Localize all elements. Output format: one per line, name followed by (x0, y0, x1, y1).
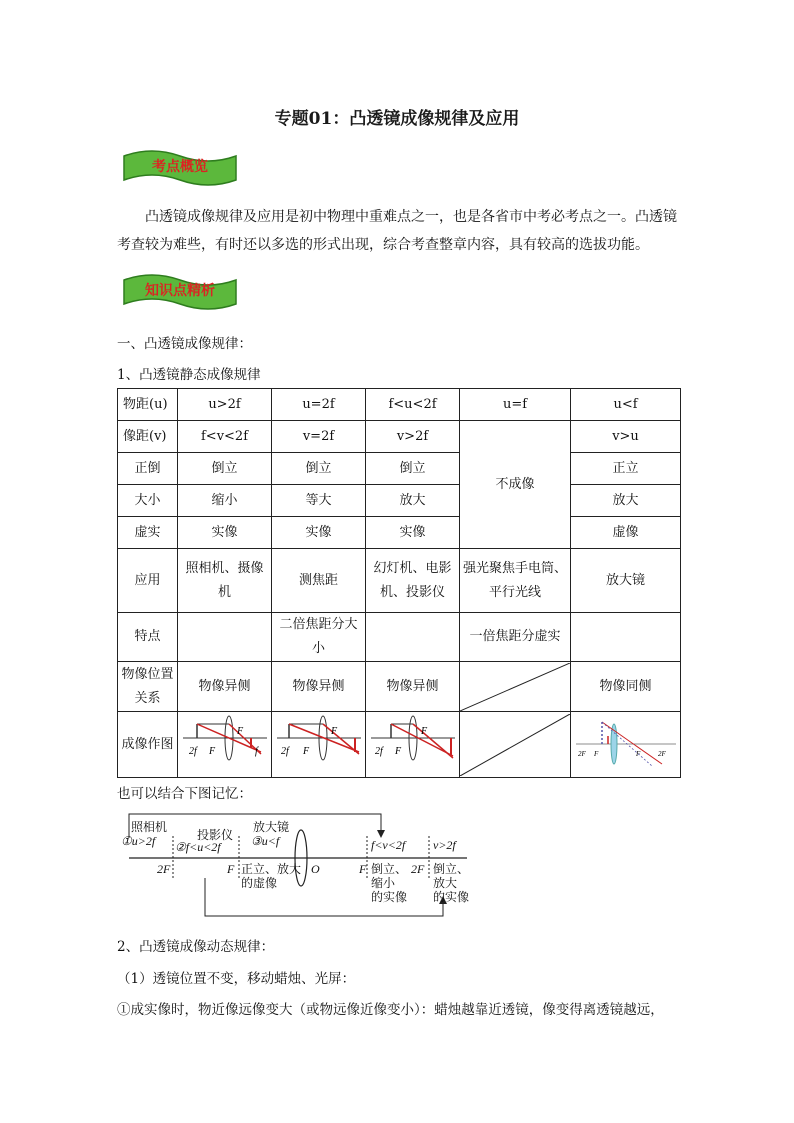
table-cell: 倒立 (272, 453, 366, 485)
table-cell: u=f (460, 389, 571, 421)
ray-diagram-cell (366, 712, 460, 778)
diagonal-line-icon (460, 714, 570, 776)
label-2F: 2F (411, 862, 425, 876)
subsection-heading-2: 2、凸透镜成像动态规律： (117, 939, 275, 955)
table-cell: u=2f (272, 389, 366, 421)
label-F: F (593, 750, 598, 758)
image-2-line-c: 的实像 (433, 890, 470, 904)
table-cell: v>u (571, 421, 681, 453)
ray-diagram-icon (367, 712, 459, 768)
ray-diagram-cell (178, 712, 272, 778)
table-header: 虚实 (118, 517, 178, 549)
page-title: 专题01：凸透镜成像规律及应用 (274, 109, 520, 129)
table-cell: 缩小 (178, 485, 272, 517)
table-row (118, 517, 681, 549)
label-F: F (302, 746, 309, 757)
table-row (118, 549, 681, 613)
no-image-cell: 不成像 (460, 421, 571, 549)
table-row (118, 662, 681, 712)
image-range-2: v>2f (433, 838, 456, 852)
label-2F: 2F (657, 750, 666, 758)
label-2f: 2f (188, 746, 197, 757)
table-cell (366, 613, 460, 662)
table-row (118, 453, 681, 485)
image-range-1: f<v<2f (371, 838, 406, 852)
table-header: 像距(v) (118, 421, 178, 453)
table-row (118, 613, 681, 662)
virtual-image-label: 正立、放大 (241, 862, 302, 876)
memory-diagram (117, 808, 477, 926)
table-cell: 物像异侧 (178, 662, 272, 712)
image-1-line-b: 缩小 (371, 876, 396, 890)
banner-overview (122, 148, 238, 188)
image-2-line-a: 倒立、 (433, 862, 470, 876)
table-header: 应用 (118, 549, 178, 613)
image-1-line-c: 的实像 (371, 890, 408, 904)
table-cell: 实像 (366, 517, 460, 549)
table-cell: 倒立 (366, 453, 460, 485)
table-cell: 测焦距 (272, 549, 366, 613)
label-F: F (359, 862, 367, 876)
table-cell: 实像 (272, 517, 366, 549)
subsection-heading: 1、凸透镜静态成像规律 (117, 367, 261, 383)
label-O: O (311, 862, 320, 876)
virtual-ray-diagram-icon (572, 712, 680, 768)
label-2F: 2F (577, 750, 586, 758)
magnifier-label: 放大镜 (253, 820, 290, 834)
table-cell: 物像异侧 (366, 662, 460, 712)
table-cell: 物像同侧 (571, 662, 681, 712)
table-cell: 强光聚焦手电筒、平行光线 (460, 549, 571, 613)
table-cell: f<v<2f (178, 421, 272, 453)
table-cell: u<f (571, 389, 681, 421)
label-2f: 2f (374, 746, 383, 757)
memo-intro: 也可以结合下图记忆： (117, 786, 252, 802)
table-cell: 放大 (366, 485, 460, 517)
table-cell: u>2f (178, 389, 272, 421)
table-cell: f<u<2f (366, 389, 460, 421)
label-F: F (635, 750, 640, 758)
condition-2: ②f<u<2f (175, 840, 221, 854)
table-cell: 二倍焦距分大小 (272, 613, 366, 662)
condition-1: ①u>2f (121, 834, 156, 848)
case-heading: （1）透镜位置不变，移动蜡烛、光屏： (117, 971, 356, 987)
ray-diagram-cell (272, 712, 366, 778)
image-1-line-a: 倒立、 (371, 862, 408, 876)
ray-diagram-icon (179, 712, 271, 768)
table-cell: 等大 (272, 485, 366, 517)
table-cell: 照相机、摄像机 (178, 549, 272, 613)
label-F: F (330, 726, 337, 737)
label-F: F (420, 726, 427, 737)
label-2f: 2f (280, 746, 289, 757)
label-F: F (227, 862, 235, 876)
table-cell: 一倍焦距分虚实 (460, 613, 571, 662)
camera-label: 照相机 (131, 820, 168, 834)
table-row (118, 389, 681, 421)
condition-3: ③u<f (251, 834, 280, 848)
table-cell (178, 613, 272, 662)
projector-label: 投影仪 (197, 828, 234, 842)
table-row (118, 421, 681, 453)
virtual-ray-diagram-cell (571, 712, 681, 778)
diagonal-cell (460, 662, 571, 712)
rule-text: ①成实像时，物近像远像变大（或物远像近像变小）：蜡烛越靠近透镜，像变得离透镜越远， (117, 1002, 664, 1018)
label-F: F (394, 746, 401, 757)
table-cell: v=2f (272, 421, 366, 453)
table-header: 正倒 (118, 453, 178, 485)
table-cell: 放大 (571, 485, 681, 517)
banner-overview-text: 考点概览 (152, 159, 208, 175)
table-cell: 虚像 (571, 517, 681, 549)
table-cell: 倒立 (178, 453, 272, 485)
table-header: 成像作图 (118, 712, 178, 778)
diagonal-cell (460, 712, 571, 778)
table-cell: 放大镜 (571, 549, 681, 613)
section-heading: 一、凸透镜成像规律： (117, 336, 252, 352)
table-row (118, 485, 681, 517)
diagonal-line-icon (460, 663, 570, 711)
ray-diagram-icon (273, 712, 365, 768)
table-cell: 正立 (571, 453, 681, 485)
label-2F: 2F (157, 862, 171, 876)
imaging-rules-table (117, 388, 681, 778)
table-header: 特点 (118, 613, 178, 662)
label-F: F (236, 726, 243, 737)
table-header: 物像位置关系 (118, 662, 178, 712)
banner-knowledge (122, 272, 238, 312)
table-cell: 幻灯机、电影机、投影仪 (366, 549, 460, 613)
table-cell: v>2f (366, 421, 460, 453)
label-f: f (254, 746, 258, 757)
table-row (118, 712, 681, 778)
table-header: 大小 (118, 485, 178, 517)
table-header: 物距(u) (118, 389, 178, 421)
table-cell (571, 613, 681, 662)
table-cell: 实像 (178, 517, 272, 549)
label-F: F (208, 746, 215, 757)
intro-paragraph: 凸透镜成像规律及应用是初中物理中重难点之一，也是各省市中考必考点之一。凸透镜考查较为难些，有时还以多选的形式出现，综合考查整章内容，具有较高的选拔功能。 (117, 209, 677, 253)
banner-knowledge-text: 知识点精析 (145, 283, 215, 299)
image-2-line-b: 放大 (433, 876, 458, 890)
virtual-image-label-2: 的虚像 (241, 876, 278, 890)
table-cell: 物像异侧 (272, 662, 366, 712)
